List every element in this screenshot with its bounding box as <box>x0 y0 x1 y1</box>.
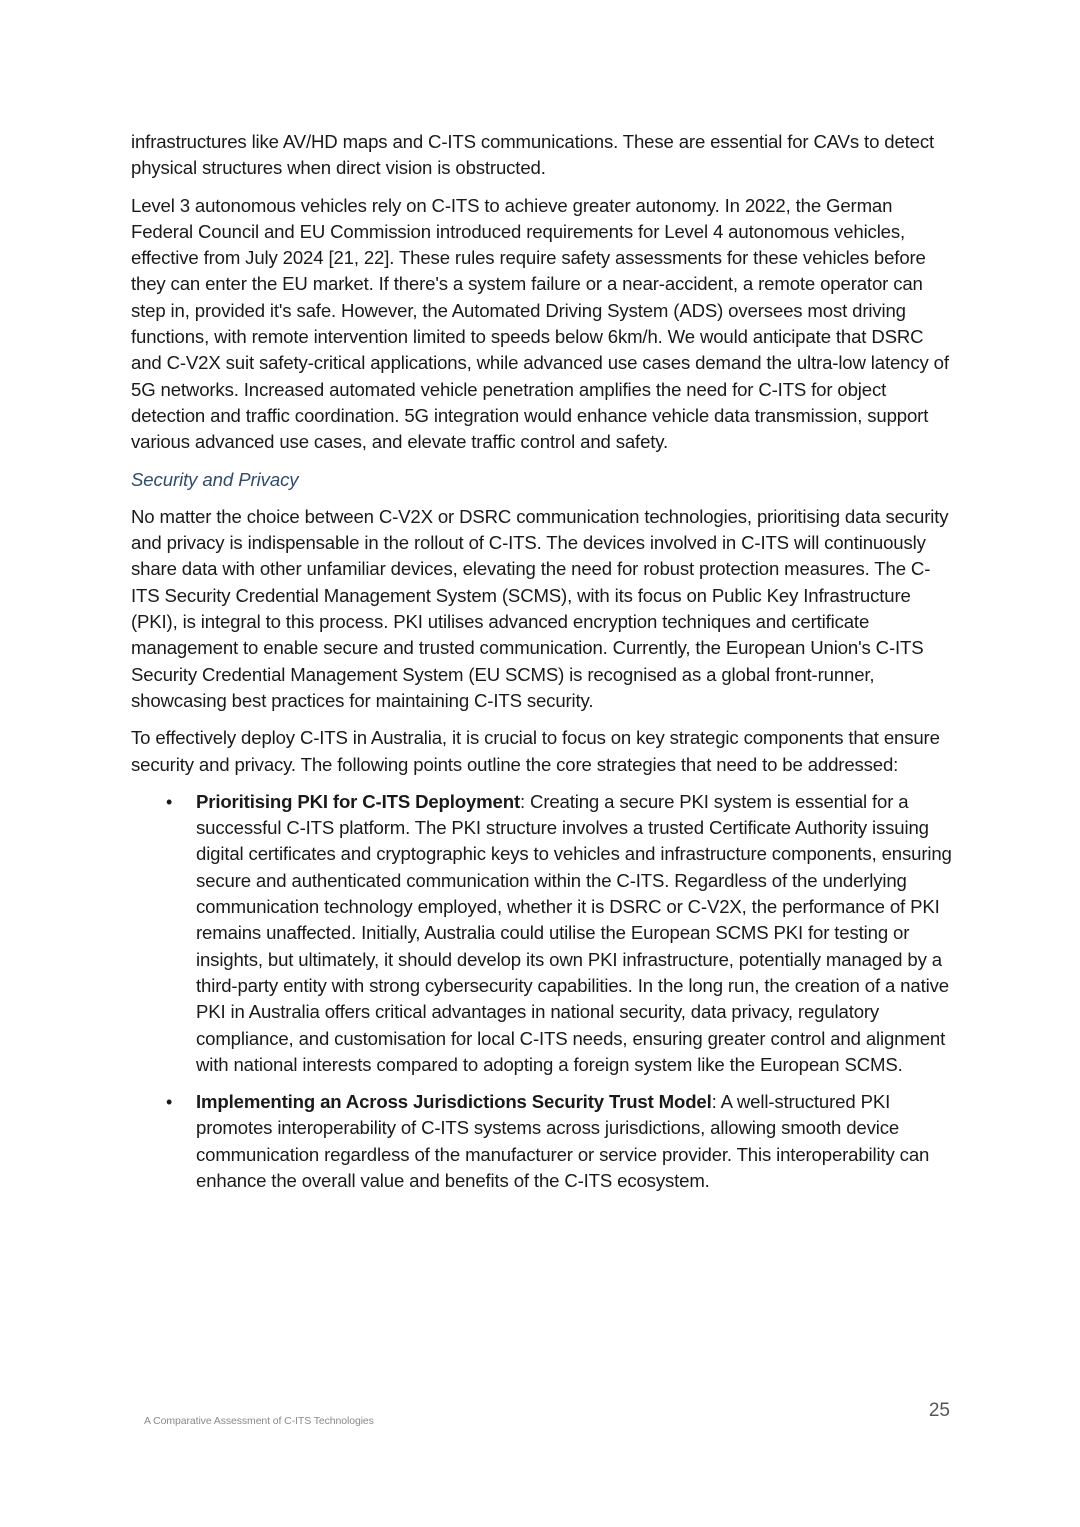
bullet-item-trust-model <box>131 1089 953 1194</box>
bullet-item-pki-deployment <box>131 789 953 1078</box>
footer-document-title: A Comparative Assessment of C-ITS Technologies <box>144 1415 374 1427</box>
bullet-text: A well-structured PKI promotes interoperability of C-ITS systems across jurisdictions, allowing smooth device communication regardless of the manufacturer or service provider. This interoperability can enhance the overall value and benefits of the C-ITS ecosystem. <box>196 1091 930 1191</box>
paragraph-security-scms: No matter the choice between C-V2X or DSRC communication technologies, prioritising data security and privacy is indispensable in the rollout of C-ITS. The devices involved in C-ITS will continuously share data with other unfamiliar devices, elevating the need for robust protection measures. The C-ITS Security Credential Management System (SCMS), with its focus on Public Key Infrastructure (PKI), is integral to this process. PKI utilises advanced encryption techniques and certificate management to enable secure and trusted communication. Currently, the European Union's C-ITS Security Credential Management System (EU SCMS) is recognised as a global front-runner, showcasing best practices for maintaining C-ITS security. <box>131 505 949 711</box>
section-heading-security-privacy: Security and Privacy <box>131 468 299 490</box>
paragraph-level3-autonomy: Level 3 autonomous vehicles rely on C-ITS to achieve greater autonomy. In 2022, the German Federal Council and EU Commission introduced requirements for Level 4 autonomous vehicles, effective from July 2024 [21, 22]. These rules require safety assessments for these vehicles before they can enter the EU market. If there's a system failure or a near-accident, a remote operator can step in, provided it's safe. However, the Automated Driving System (ADS) oversees most driving functions, with remote intervention limited to speeds below 6km/h. We would anticipate that DSRC and C-V2X suit safety-critical applications, while advanced use cases demand the ultra-low latency of 5G networks. Increased automated vehicle penetration amplifies the need for C-ITS for object detection and traffic coordination. 5G integration would enhance vehicle data transmission, support various advanced use cases, and elevate traffic control and safety. <box>131 194 949 453</box>
bullet-title: Prioritising PKI for C-ITS Deployment <box>196 790 520 812</box>
bullet-title: Implementing an Across Jurisdictions Security Trust Model <box>196 1091 712 1113</box>
page-content <box>131 129 953 1205</box>
paragraph-deploy-australia: To effectively deploy C-ITS in Australia, it is crucial to focus on key strategic components that ensure security and privacy. The following points outline the core strategies that need to be addressed: <box>131 727 940 775</box>
strategy-bullet-list <box>131 789 953 1194</box>
bullet-separator: : <box>520 790 526 812</box>
bullet-icon: • <box>166 791 173 812</box>
paragraph-infrastructure-continuation: infrastructures like AV/HD maps and C-ITS communications. These are essential for CAVs to detect physical structures when direct vision is obstructed. <box>131 131 935 179</box>
bullet-separator: : <box>711 1091 717 1113</box>
bullet-icon: • <box>166 1092 173 1113</box>
page-number: 25 <box>928 1400 950 1421</box>
bullet-text: Creating a secure PKI system is essential for a successful C-ITS platform. The PKI structure involves a trusted Certificate Authority issuing digital certificates and cryptographic keys to vehicles and infrastructure components, ensuring secure and authenticated communication within the C-ITS. Regardless of the underlying communication technology employed, whether it is DSRC or C-V2X, the performance of PKI remains unaffected. Initially, Australia could utilise the European SCMS PKI for testing or insights, but ultimately, it should develop its own PKI infrastructure, potentially managed by a third-party entity with strong cybersecurity capabilities. In the long run, the creation of a native PKI in Australia offers critical advantages in national security, data privacy, regulatory compliance, and customisation for local C-ITS needs, ensuring greater control and alignment with national interests compared to adopting a foreign system like the European SCMS. <box>196 790 952 1075</box>
